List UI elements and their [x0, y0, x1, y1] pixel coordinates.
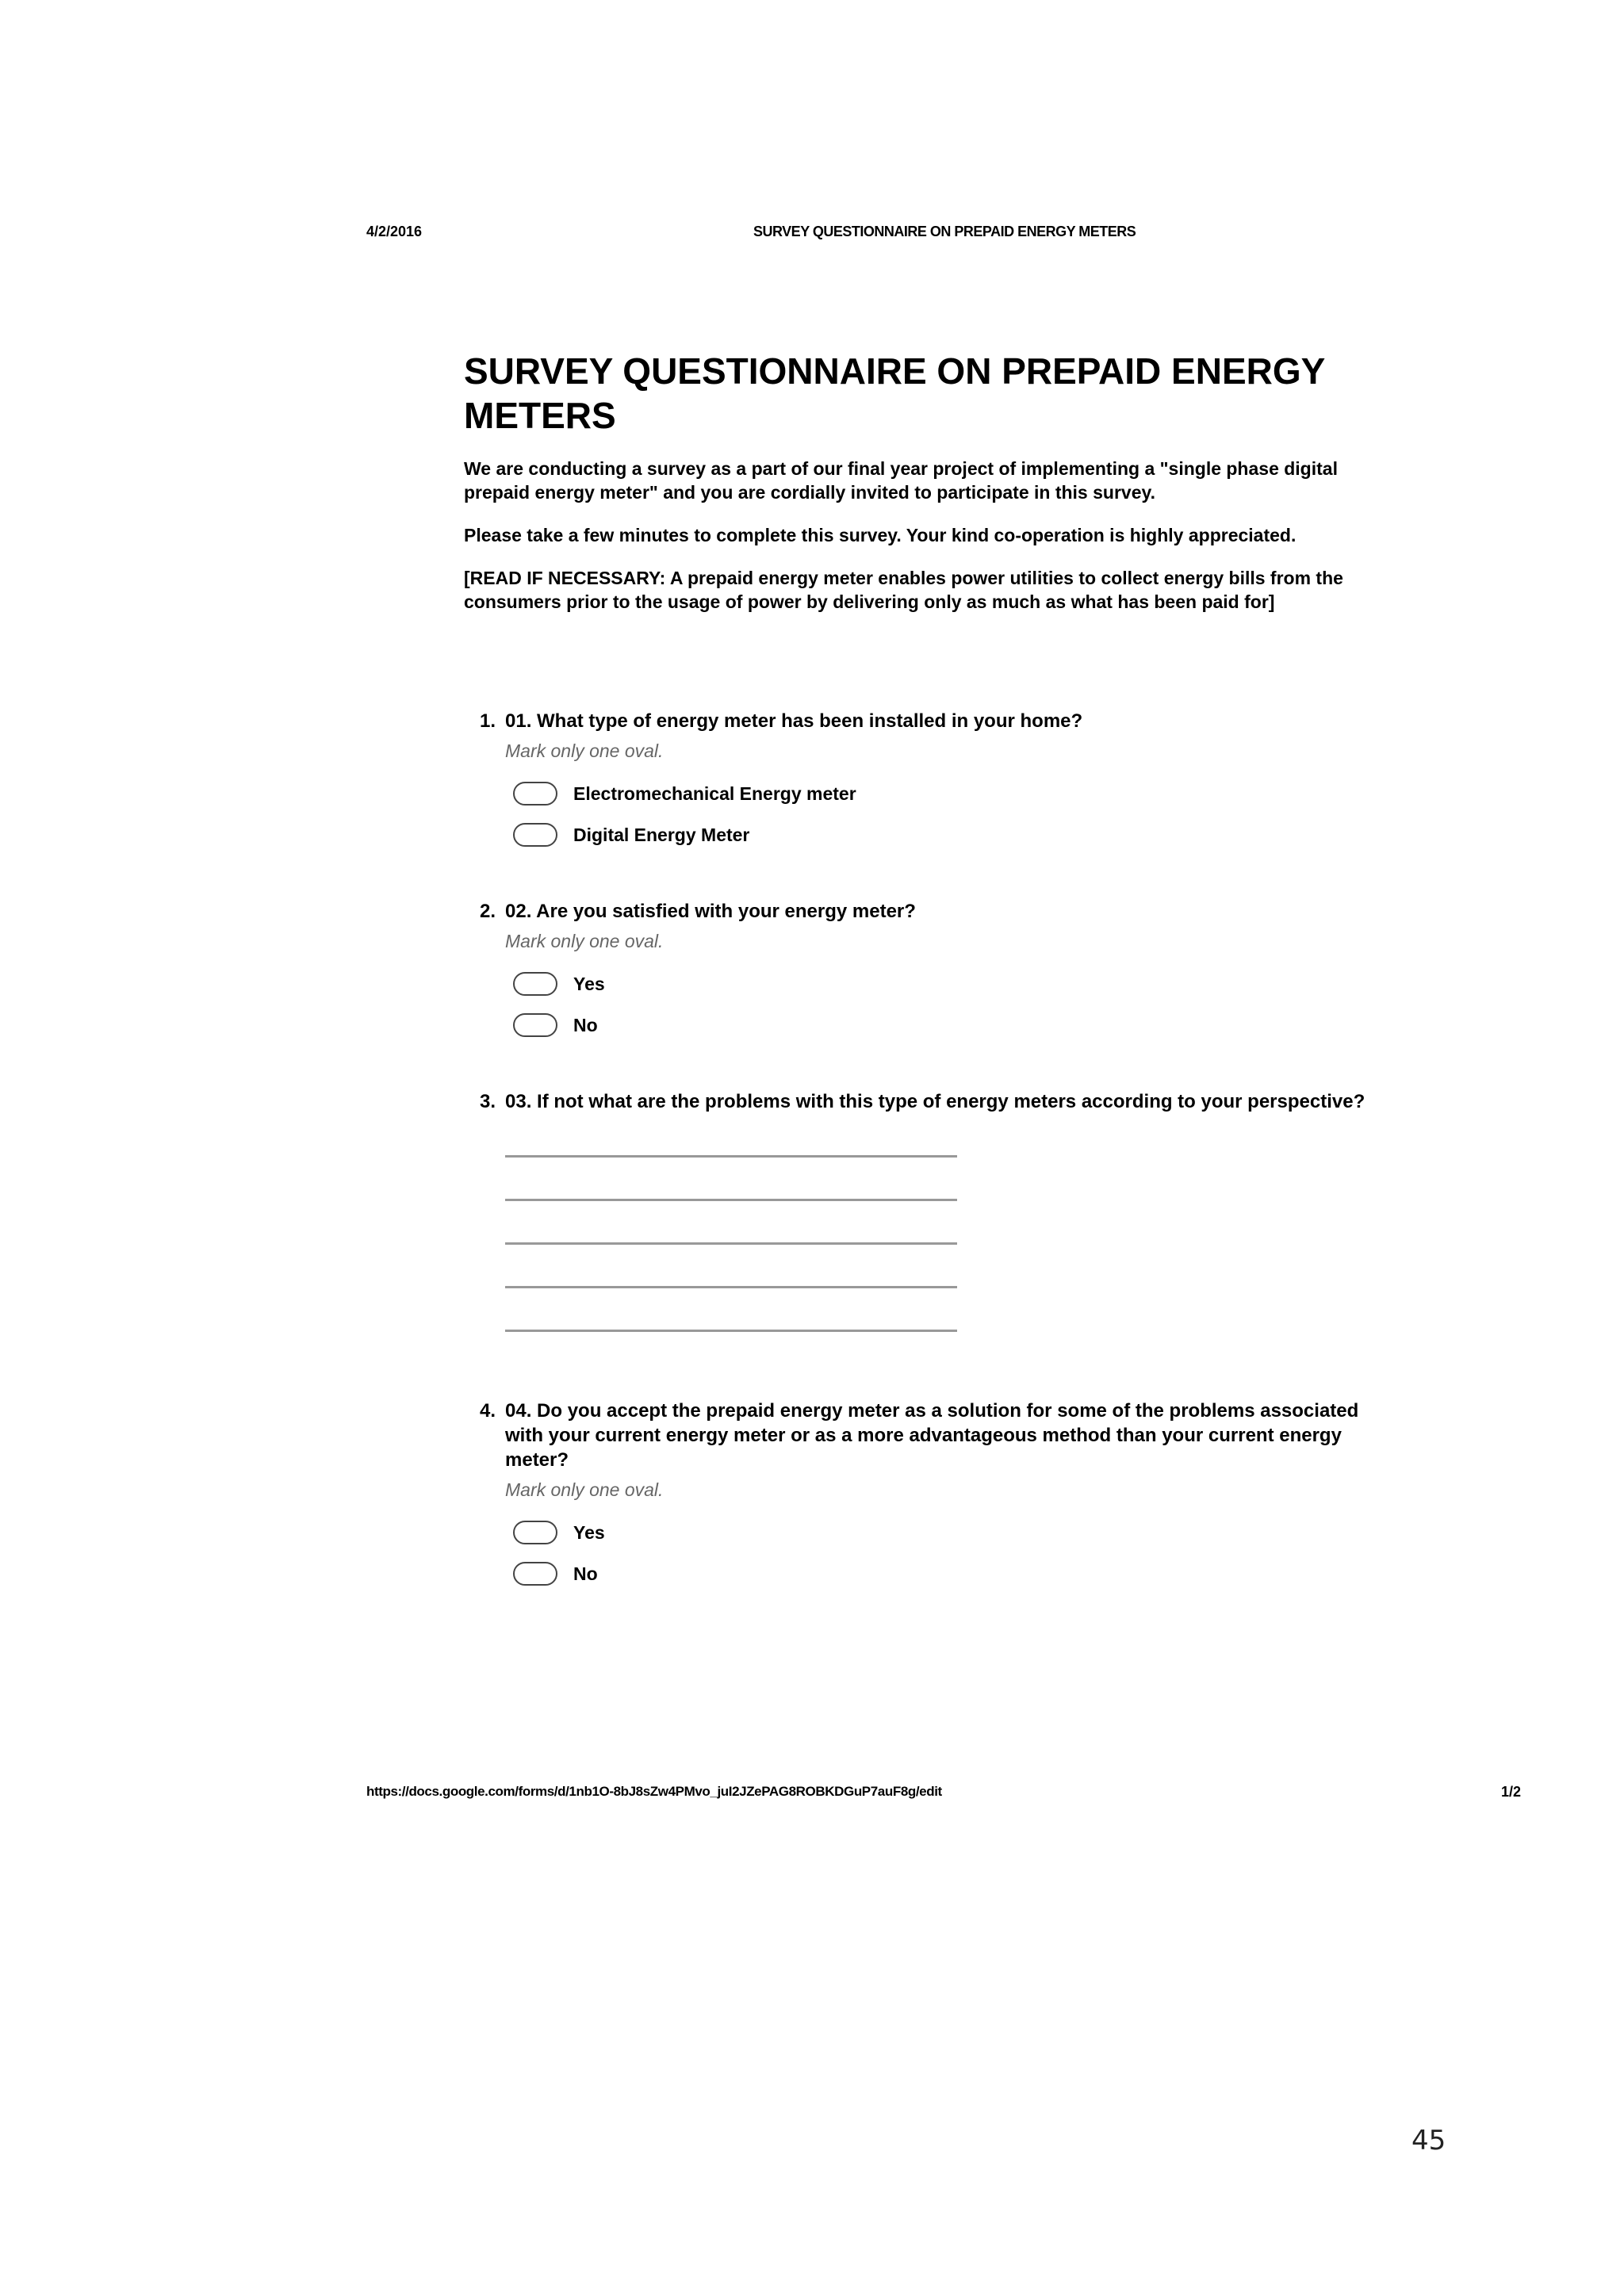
- question-1-option-1[interactable]: [513, 779, 1376, 808]
- print-footer-url: https://docs.google.com/forms/d/1nb1O-8bJ8sZw4PMvo_juI2JZePAG8ROBKDGuP7auF8g/edit: [366, 1784, 942, 1799]
- question-1-options: [513, 779, 1376, 849]
- option-label: Electromechanical Energy meter: [573, 783, 856, 804]
- question-2-hint: Mark only one oval.: [505, 931, 664, 951]
- form-title: SURVEY QUESTIONNAIRE ON PREPAID ENERGY METERS: [464, 350, 1325, 436]
- question-4-option-yes[interactable]: [513, 1518, 1376, 1547]
- question-2-label: 02. Are you satisfied with your energy meter?: [505, 901, 916, 922]
- question-1-hint: Mark only one oval.: [505, 740, 664, 761]
- answer-line[interactable]: [505, 1158, 957, 1201]
- page-number: 45: [1411, 2125, 1446, 2156]
- print-footer-page: 1/2: [1501, 1784, 1522, 1800]
- question-4-options: [513, 1518, 1376, 1588]
- question-4-option-no[interactable]: [513, 1559, 1376, 1588]
- question-4: [480, 1399, 1376, 1601]
- question-2-options: [513, 970, 1376, 1039]
- form-intro: We are conducting a survey as a part of our final year project of implementing a "single phase digital prepaid energy meter" and you are cordially invited to participate in this survey.: [464, 458, 1338, 503]
- question-3-label: 03. If not what are the problems with this type of energy meters according to your perspective?: [505, 1091, 1365, 1112]
- question-1: [480, 709, 1376, 862]
- question-3-text: [480, 1089, 1376, 1114]
- question-4-label: 04. Do you accept the prepaid energy meter as a solution for some of the problems associated with your current energy meter or as a more advantageous method than your current energy meter?: [505, 1400, 1359, 1471]
- radio-oval[interactable]: [513, 823, 557, 847]
- question-4-text: [480, 1399, 1376, 1472]
- radio-oval[interactable]: [513, 972, 557, 996]
- form-request: Please take a few minutes to complete this survey. Your kind co-operation is highly appreciated.: [464, 525, 1297, 545]
- radio-oval[interactable]: [513, 1521, 557, 1544]
- question-1-option-2[interactable]: [513, 821, 1376, 849]
- question-1-number: 1.: [480, 710, 496, 732]
- radio-oval[interactable]: [513, 1013, 557, 1037]
- question-2-number: 2.: [480, 901, 496, 922]
- question-4-hint: Mark only one oval.: [505, 1479, 664, 1500]
- question-3: [480, 1089, 1376, 1332]
- print-header-date: 4/2/2016: [366, 224, 423, 239]
- question-3-answer-area[interactable]: [505, 1155, 957, 1332]
- question-2-option-yes[interactable]: [513, 970, 1376, 998]
- radio-oval[interactable]: [513, 782, 557, 806]
- question-1-text: [480, 709, 1376, 733]
- form-header: [464, 349, 1392, 614]
- question-2: [480, 899, 1376, 1052]
- answer-line[interactable]: [505, 1288, 957, 1332]
- option-label: No: [573, 1014, 598, 1035]
- question-4-number: 4.: [480, 1400, 496, 1422]
- form-note: [READ IF NECESSARY: A prepaid energy meter enables power utilities to collect energy bills from the consumers prior to the usage of power by delivering only as much as what has been paid for]: [464, 568, 1343, 612]
- answer-line[interactable]: [505, 1245, 957, 1288]
- radio-oval[interactable]: [513, 1562, 557, 1586]
- question-1-label: 01. What type of energy meter has been installed in your home?: [505, 710, 1083, 732]
- question-2-option-no[interactable]: [513, 1011, 1376, 1039]
- option-label: Digital Energy Meter: [573, 824, 750, 845]
- option-label: Yes: [573, 973, 605, 994]
- question-2-text: [480, 899, 1376, 924]
- print-header-title: SURVEY QUESTIONNAIRE ON PREPAID ENERGY METERS: [753, 224, 1136, 239]
- answer-line[interactable]: [505, 1201, 957, 1245]
- option-label: Yes: [573, 1521, 605, 1543]
- question-3-number: 3.: [480, 1091, 496, 1112]
- option-label: No: [573, 1563, 598, 1584]
